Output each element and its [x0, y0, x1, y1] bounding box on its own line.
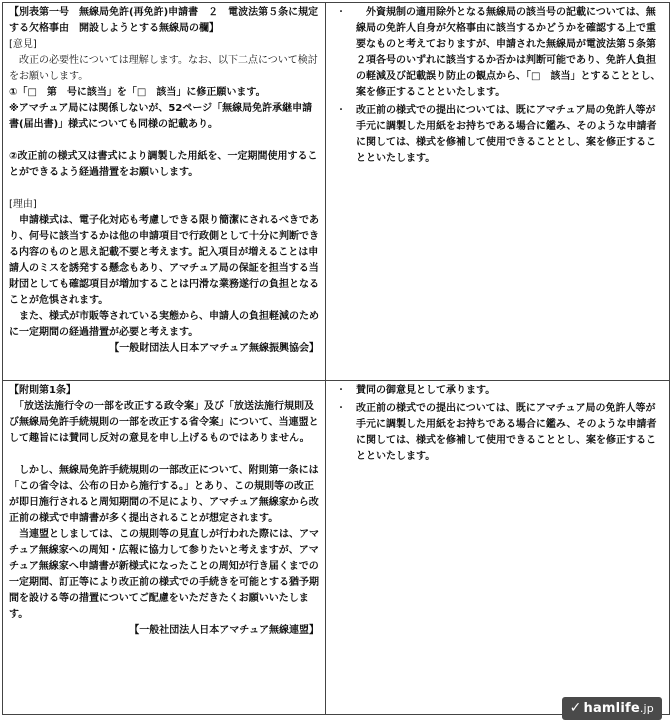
watermark-text: hamlife: [583, 701, 640, 716]
opinion-paragraph: ※アマチュア局には関係しないが、52ページ「無線局免許承継申請書(届出書)」様式についても同様の記載あり。: [9, 103, 313, 130]
bullet-icon: ・: [336, 403, 346, 414]
list-item: [332, 103, 665, 167]
section-heading: 【附則第1条】: [9, 385, 76, 396]
response-text: 改正前の様式での提出については、既にアマチュア局の免許人等が手元に調製した用紙をお持ちである場合に鑑み、そのような申請者に関しては、様式を修補して使用できることとし、案を修正することといたします。: [356, 403, 657, 462]
section-heading: 【別表第一号 無線局免許(再免許)申請書 ２ 電波法第５条に規定する欠格事由 開設しようとする無線局の欄】: [9, 7, 319, 34]
opinion-paragraph: 「放送法施行令の一部を改正する政令案」及び「放送法施行規則及び無線局免許手続規則の一部を改正する省令案」について、当連盟として趣旨には賛同し反対の意見を申し上げるものではありません。: [9, 401, 319, 444]
reason-label: [理由]: [9, 199, 37, 210]
comment-response-table: [2, 2, 670, 715]
response-list: [332, 383, 665, 465]
list-item: [332, 383, 665, 399]
organization-signature: 【一般財団法人日本アマチュア無線振興協会】: [109, 343, 319, 354]
opinion-paragraph: ②改正前の様式又は書式により調製した用紙を、一定期間使用することができるよう経過措置をお願いします。: [9, 151, 318, 178]
reason-paragraph: また、様式が市販等されている実態から、申請人の負担軽減のために一定期間の経過措置が必要と考えます。: [9, 311, 319, 338]
opinion-paragraph: 当連盟としましては、この規則等の見直しが行われた際には、アマチュア無線家への周知・広報に協力して参りたいと考えますが、アマチュア無線家へ申請書が新様式になったことの周知が行き届くまでの一定期間、訂正等により改正前の様式での手続きを可能とする猶予期間を設ける等の措置についてご配慮をいただきたくお願いいたします。: [9, 529, 319, 620]
response-text: 賛同の御意見として承ります。: [356, 385, 496, 396]
table-row: [3, 3, 670, 381]
opinion-cell: [3, 3, 326, 381]
table-row: [3, 381, 670, 715]
response-cell: [326, 381, 670, 715]
watermark-suffix: .jp: [639, 702, 654, 715]
opinion-paragraph: しかし、無線局免許手続規則の一部改正について、附則第一条には「この省令は、公布の日から施行する。」とあり、この規則等の改正が即日施行されると周知期間の不足により、アマチュア無線家から改正前の様式で申請書が多く提出されることが想定されます。: [9, 465, 319, 524]
spacer: [9, 447, 321, 463]
bullet-icon: ・: [336, 7, 346, 18]
response-cell: [326, 3, 670, 381]
response-text: 改正前の様式での提出については、既にアマチュア局の免許人等が手元に調製した用紙をお持ちである場合に鑑み、そのような申請者に関しては、様式を修補して使用できることとし、案を修正することといたします。: [356, 105, 657, 164]
spacer: [9, 181, 321, 197]
list-item: [332, 401, 665, 465]
reason-paragraph: 申請様式は、電子化対応も考慮しできる限り簡潔にされるべきであり、何号に該当するかは他の申請項目で行政側として十分に判断できる内容のものと思え記載不要と考えます。記入項目が増えることは申請人のミスを誘発する懸念もあり、アマチュア局の保証を担当する当財団としても確認項目が増加することは円滑な業務遂行の負担となることが危惧されます。: [9, 215, 319, 306]
opinion-cell: [3, 381, 326, 715]
response-text: 外資規制の適用除外となる無線局の該当号の記載については、無線局の免許人自身が欠格事由に該当するかどうかを確認する上で重要なものと考えておりますが、申請された無線局が電波法第５条第２項各号のいずれに該当するか否かは判断可能であり、免許人負担の軽減及び記載誤り防止の観点から、「□ 該当」とすることとし、案を修正することといたします。: [356, 7, 661, 98]
spacer: [9, 133, 321, 149]
opinion-paragraph: ①「□ 第 号に該当」を「□ 該当」に修正願います。: [9, 87, 266, 98]
bullet-icon: ・: [336, 105, 346, 116]
response-list: [332, 5, 665, 167]
hamlife-logo-icon: ✓: [569, 700, 582, 716]
organization-signature: 【一般社団法人日本アマチュア無線連盟】: [129, 625, 319, 636]
bullet-icon: ・: [336, 385, 346, 396]
opinion-paragraph: 改正の必要性については理解します。なお、以下二点について検討をお願いします。: [9, 55, 318, 82]
hamlife-watermark: [562, 697, 662, 720]
list-item: [332, 5, 665, 101]
opinion-label: [意見]: [9, 39, 37, 50]
